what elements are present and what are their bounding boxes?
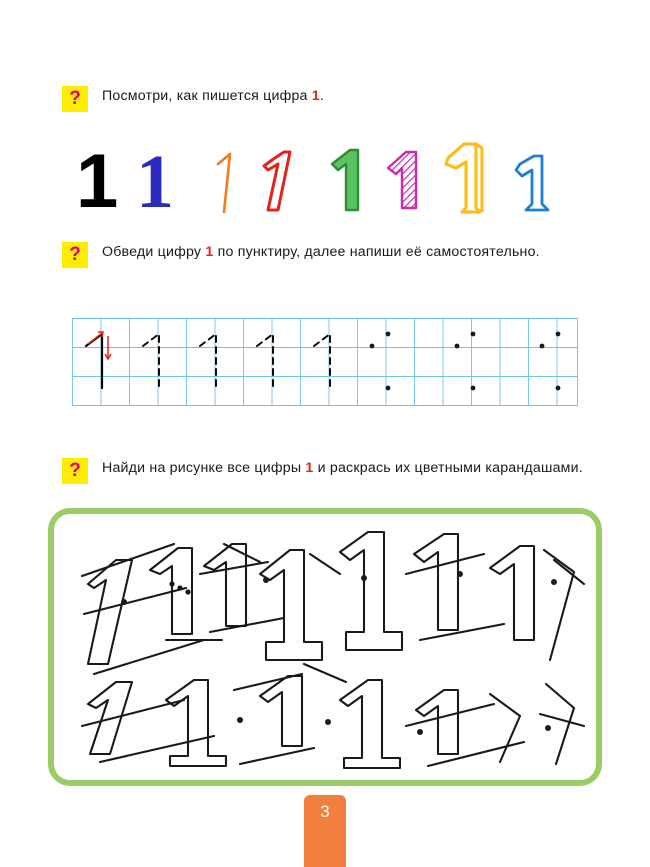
task-2-text-before: Обведи цифру xyxy=(102,244,206,260)
puzzle-dot-accents xyxy=(121,571,557,735)
sample-digit-yellow-outline xyxy=(436,134,494,226)
tracing-model-digit xyxy=(86,334,102,388)
task-3-highlight: 1 xyxy=(305,460,314,476)
sample-digit-green-filled xyxy=(316,138,376,220)
task-3-text xyxy=(102,458,583,479)
question-badge-icon: ? xyxy=(62,86,88,112)
sample-digit-red-outline xyxy=(250,138,316,220)
question-badge-icon: ? xyxy=(62,242,88,268)
sample-digit-blue-outline xyxy=(504,146,562,220)
task-3 xyxy=(62,458,622,484)
coloring-puzzle[interactable] xyxy=(48,508,602,786)
task-2-text-after: по пунктиру, далее напиши её самостоятельно. xyxy=(213,244,540,260)
digit-samples-row xyxy=(72,130,577,224)
sample-digit-blue-serif: 1 xyxy=(136,140,174,224)
tracing-dashed-digits xyxy=(143,334,330,388)
task-1-highlight: 1 xyxy=(311,88,320,104)
task-1 xyxy=(62,86,582,112)
task-2-text xyxy=(102,242,540,263)
task-3-text-after: и раскрась их цветными карандашами. xyxy=(313,460,583,476)
task-1-text-before: Посмотри, как пишется цифра xyxy=(102,88,312,104)
puzzle-svg[interactable] xyxy=(54,514,596,780)
task-2 xyxy=(62,242,602,268)
task-1-text-after: . xyxy=(319,88,325,104)
tracing-grid-svg[interactable] xyxy=(72,318,578,408)
sample-digit-orange-italic xyxy=(200,138,256,220)
tracing-grid[interactable] xyxy=(72,318,578,408)
sample-digit-magenta-hatched xyxy=(374,138,436,220)
task-2-highlight: 1 xyxy=(205,244,214,260)
tracing-guide-dots xyxy=(370,332,561,391)
page-number: 3 xyxy=(320,802,330,821)
task-3-text-before: Найди на рисунке все цифры xyxy=(102,460,306,476)
question-badge-icon: ? xyxy=(62,458,88,484)
sample-digit-black: 1 xyxy=(76,139,119,224)
task-1-text xyxy=(102,86,324,107)
